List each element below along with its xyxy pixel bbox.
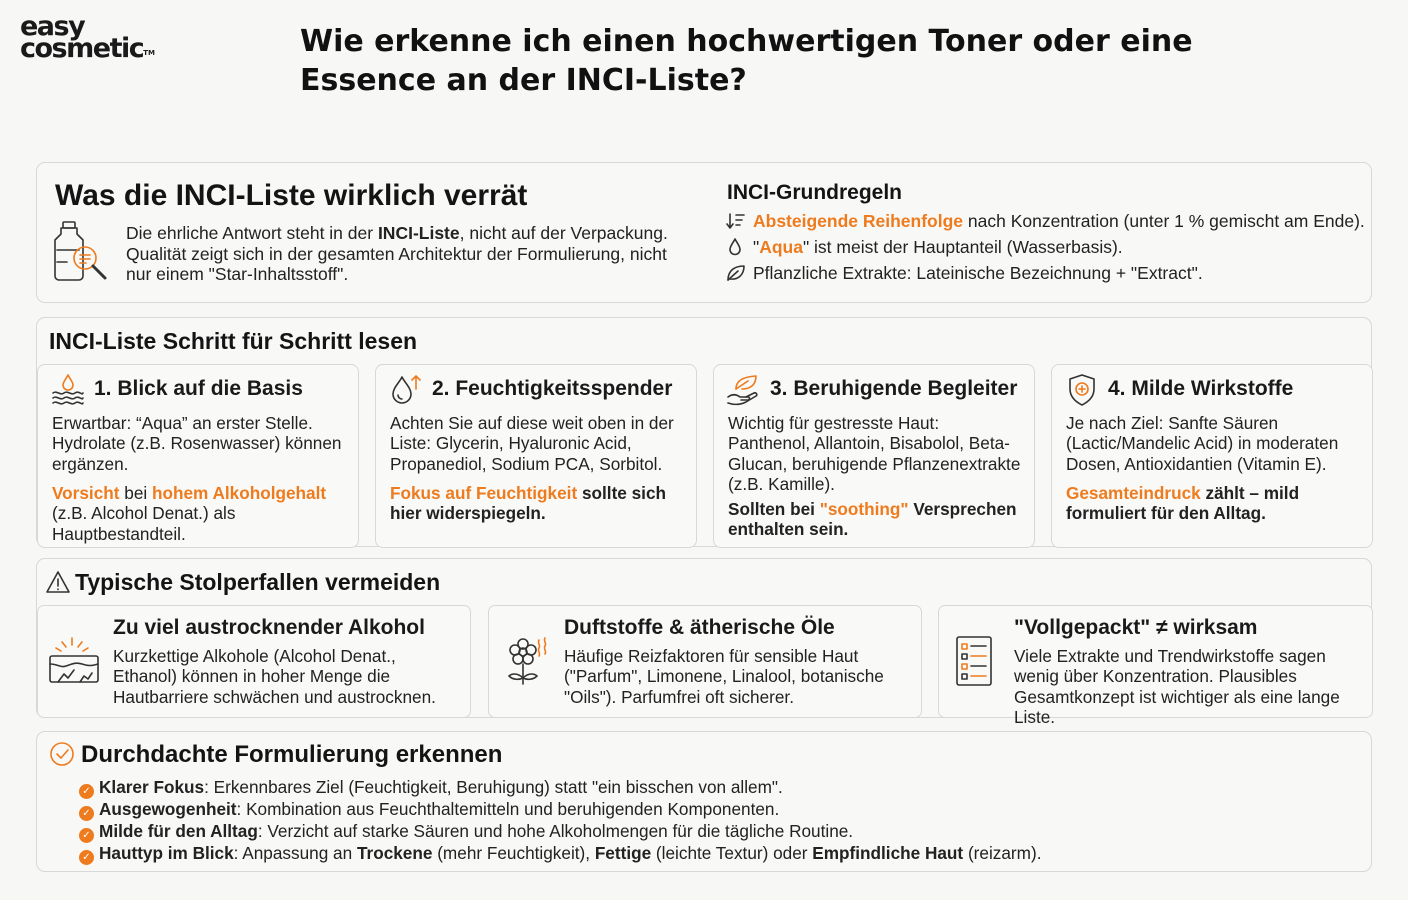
step-note: Vorsicht bei hohem Alkoholgehalt (z.B. Alcohol Denat.) als Hauptbestandteil. bbox=[52, 483, 327, 544]
step-note: Sollten bei "soothing" Versprechen enthalten sein. bbox=[728, 499, 1017, 540]
rule-item: Pflanzliche Extrakte: Lateinische Bezeichnung + "Extract". bbox=[725, 262, 1203, 284]
section-title: INCI-Liste Schritt für Schritt lesen bbox=[49, 328, 418, 354]
step-card bbox=[37, 364, 359, 548]
pitfall-body: Häufige Reizfaktoren für sensible Haut ("Parfum", Limonene, Linalool, botanische "Oils"). Parfumfrei oft sicherer. bbox=[564, 646, 884, 707]
pitfall-body: Kurzkettige Alkohole (Alcohol Denat., Ethanol) können in hoher Menge die Hautbarriere schwächen und austrocknen. bbox=[113, 646, 436, 707]
logo-line-2: cosmetic bbox=[20, 33, 144, 64]
section-title: Was die INCI-Liste wirklich verrät bbox=[55, 179, 528, 212]
shield-plus-icon bbox=[1064, 373, 1100, 407]
droplet-icon bbox=[725, 238, 747, 256]
step-card bbox=[375, 364, 697, 548]
checklist-icon bbox=[947, 636, 1003, 688]
water-basis-icon bbox=[50, 373, 86, 407]
pitfall-body: Viele Extrakte und Trendwirkstoffe sagen wenig über Konzentration. Plausibles Gesamtkonzept ist wichtiger als eine lange Liste. bbox=[1014, 646, 1340, 728]
formulation-card bbox=[36, 731, 1372, 872]
step-heading: 3. Beruhigende Begleiter bbox=[770, 377, 1018, 400]
pitfall-heading: Duftstoffe & ätherische Öle bbox=[564, 616, 835, 639]
step-heading: 2. Feuchtigkeitsspender bbox=[432, 377, 673, 400]
step-note: Fokus auf Feuchtigkeit sollte sich hier widerspiegeln. bbox=[390, 483, 667, 524]
pitfall-card bbox=[488, 605, 922, 718]
list-item: ✓ Milde für den Alltag: Verzicht auf starke Säuren und hohe Alkoholmengen für die tägliche Routine. bbox=[79, 821, 1041, 843]
pitfall-heading: "Vollgepackt" ≠ wirksam bbox=[1014, 616, 1258, 639]
step-body: Je nach Ziel: Sanfte Säuren (Lactic/Mandelic Acid) in moderaten Dosen, Antioxidantien (Vitamin E). bbox=[1066, 413, 1339, 474]
pitfall-card bbox=[37, 605, 471, 718]
step-note: Gesamteindruck zählt – mild formuliert für den Alltag. bbox=[1066, 483, 1300, 524]
step-heading: 4. Milde Wirkstoffe bbox=[1108, 377, 1294, 400]
dry-skin-icon bbox=[46, 636, 102, 688]
leaf-icon bbox=[725, 264, 747, 282]
check-bullet-icon: ✓ bbox=[79, 850, 94, 865]
logo-trademark: TM bbox=[143, 49, 155, 57]
rule-item: Absteigende Reihenfolge nach Konzentration (unter 1 % gemischt am Ende). bbox=[725, 210, 1365, 232]
check-bullet-icon: ✓ bbox=[79, 806, 94, 821]
flower-scent-icon bbox=[497, 636, 553, 688]
section-intro-text: Die ehrliche Antwort steht in der INCI-Liste, nicht auf der Verpackung. Qualität zeigt sich in der gesamten Architektur der Formulierung, nicht nur einem "Star-Inhaltsstoff". bbox=[126, 223, 668, 284]
step-card bbox=[713, 364, 1035, 548]
step-body: Achten Sie auf diese weit oben in der Liste: Glycerin, Hyaluronic Acid, Propanediol, Sodium PCA, Sorbitol. bbox=[390, 413, 674, 474]
inci-overview-card bbox=[36, 162, 1372, 303]
page-title: Wie erkenne ich einen hochwertigen Toner oder eine Essence an der INCI-Liste? bbox=[300, 24, 1193, 98]
reading-steps-card bbox=[36, 317, 1372, 547]
rules-title: INCI-Grundregeln bbox=[727, 181, 903, 204]
leaf-hand-icon bbox=[726, 373, 762, 407]
check-bullet-icon: ✓ bbox=[79, 828, 94, 843]
warning-icon bbox=[45, 570, 71, 594]
rule-item: "Aqua" ist meist der Hauptanteil (Wasserbasis). bbox=[725, 236, 1123, 258]
step-body: Wichtig für gestresste Haut: Panthenol, Allantoin, Bisabolol, Beta-Glucan, beruhigende Pflanzenextrakte (z.B. Kamille). bbox=[728, 413, 1021, 495]
list-item: ✓ Klarer Fokus: Erkennbares Ziel (Feuchtigkeit, Beruhigung) statt "ein bisschen von allem". bbox=[79, 777, 1041, 799]
formulation-list bbox=[79, 777, 1041, 865]
section-title: Typische Stolperfallen vermeiden bbox=[45, 569, 440, 596]
list-item: ✓ Hauttyp im Blick: Anpassung an Trockene (mehr Feuchtigkeit), Fettige (leichte Textur) oder Empfindliche Haut (reizarm). bbox=[79, 843, 1041, 865]
section-title: Durchdachte Formulierung erkennen bbox=[49, 741, 502, 769]
pitfalls-card bbox=[36, 558, 1372, 728]
check-bullet-icon: ✓ bbox=[79, 784, 94, 799]
pitfall-heading: Zu viel austrocknender Alkohol bbox=[113, 616, 425, 639]
logo-line-1: easy bbox=[20, 11, 85, 42]
step-card bbox=[1051, 364, 1373, 548]
droplet-arrow-icon bbox=[388, 373, 424, 407]
brand-logo bbox=[20, 11, 155, 64]
step-body: Erwartbar: “Aqua” an erster Stelle. Hydrolate (z.B. Rosenwasser) können ergänzen. bbox=[52, 413, 342, 474]
step-heading: 1. Blick auf die Basis bbox=[94, 377, 303, 400]
check-circle-icon bbox=[49, 741, 75, 767]
list-item: ✓ Ausgewogenheit: Kombination aus Feuchthaltemitteln und beruhigenden Komponenten. bbox=[79, 799, 1041, 821]
sort-descending-icon bbox=[725, 212, 747, 230]
pitfall-card bbox=[938, 605, 1373, 728]
bottle-magnifier-icon bbox=[51, 220, 113, 284]
